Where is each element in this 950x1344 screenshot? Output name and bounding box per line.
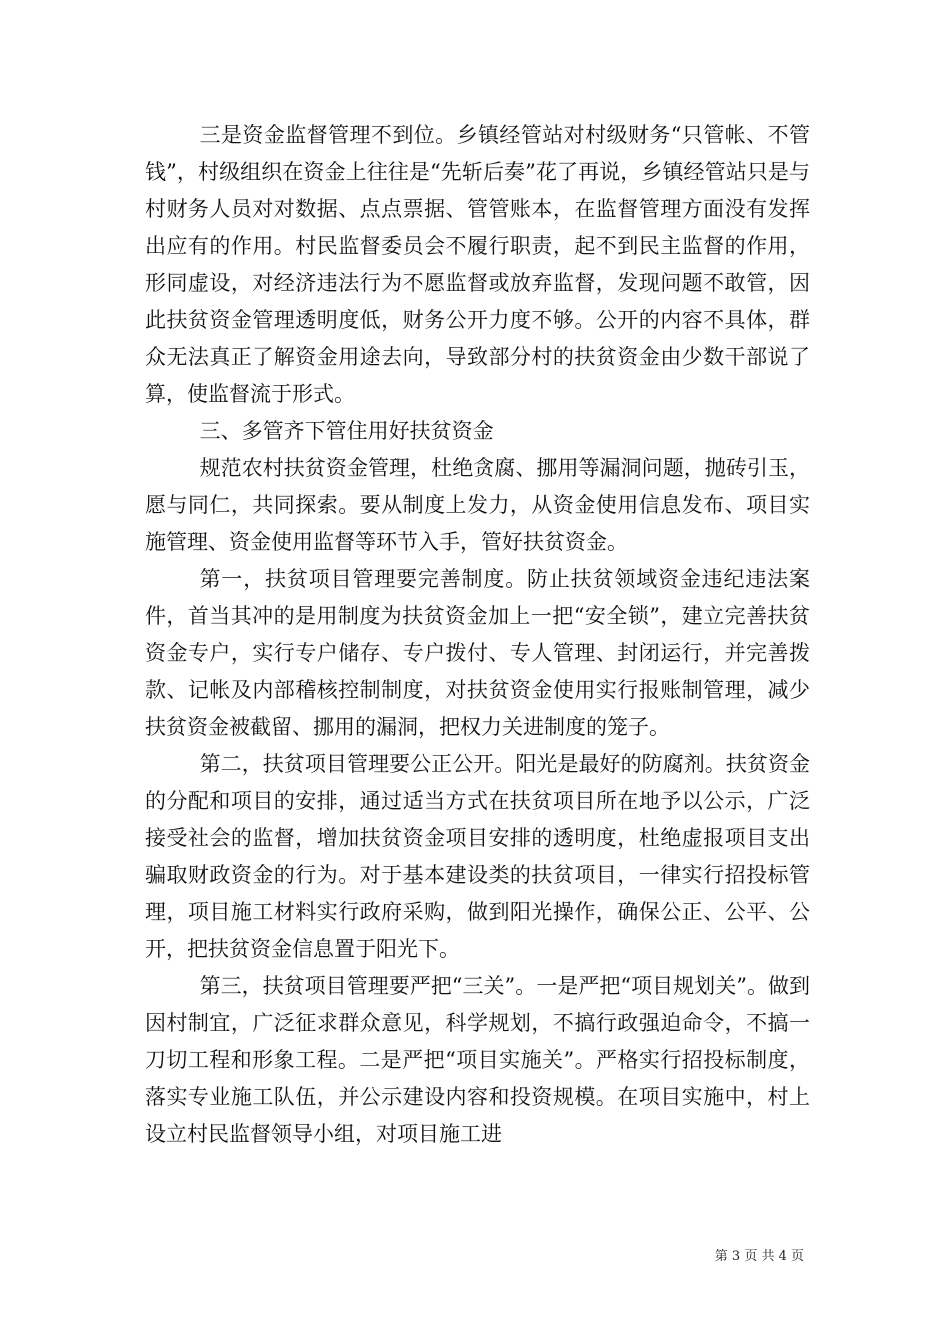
paragraph-second-openness: 第二，扶贫项目管理要公正公开。阳光是最好的防腐剂。扶贫资金的分配和项目的安排，通过适当方式在扶贫项目所在地予以公示，广泛接受社会的监督，增加扶贫资金项目安排的透明度，杜绝虚报项目支出骗取财政资金的行为。对于基本建设类的扶贫项目，一律实行招投标管理，项目施工材料实行政府采购，做到阳光操作，确保公正、公平、公开，把扶贫资金信息置于阳光下。	[145, 752, 810, 961]
paragraph-fund-supervision: 三是资金监督管理不到位。乡镇经管站对村级财务“只管帐、不管钱”，村级组织在资金上往往是“先斩后奏”花了再说，乡镇经管站只是与村财务人员对对数据、点点票据、管管账本，在监督管理方面没有发挥出应有的作用。村民监督委员会不履行职责，起不到民主监督的作用，形同虚设，对经济违法行为不愿监督或放弃监督，发现问题不敢管，因此扶贫资金管理透明度低，财务公开力度不够。公开的内容不具体，群众无法真正了解资金用途去向，导致部分村的扶贫资金由少数干部说了算，使监督流于形式。	[145, 123, 810, 406]
paragraph-standardize-management: 规范农村扶贫资金管理，杜绝贪腐、挪用等漏洞问题，抛砖引玉，愿与同仁，共同探索。要从制度上发力，从资金使用信息发布、项目实施管理、资金使用监督等环节入手，管好扶贫资金。	[145, 456, 810, 554]
paragraph-third-three-checks: 第三，扶贫项目管理要严把“三关”。一是严把“项目规划关”。做到因村制宜，广泛征求群众意见，科学规划，不搞行政强迫命令，不搞一刀切工程和形象工程。二是严把“项目实施关”。严格实行招投标制度，落实专业施工队伍，并公示建设内容和投资规模。在项目实施中，村上设立村民监督领导小组，对项目施工进	[145, 974, 810, 1146]
document-body	[145, 117, 810, 1153]
section-heading-three: 三、多管齐下管住用好扶贫资金	[199, 419, 494, 443]
paragraph-first-system: 第一，扶贫项目管理要完善制度。防止扶贫领域资金违纪违法案件，首当其冲的是用制度为扶贫资金加上一把“安全锁”，建立完善扶贫资金专户，实行专户储存、专户拨付、专人管理、封闭运行，并完善拨款、记帐及内部稽核控制制度，对扶贫资金使用实行报账制管理，减少扶贫资金被截留、挪用的漏洞，把权力关进制度的笼子。	[145, 567, 810, 739]
page-indicator: 第 3 页 共 4 页	[714, 1249, 804, 1264]
